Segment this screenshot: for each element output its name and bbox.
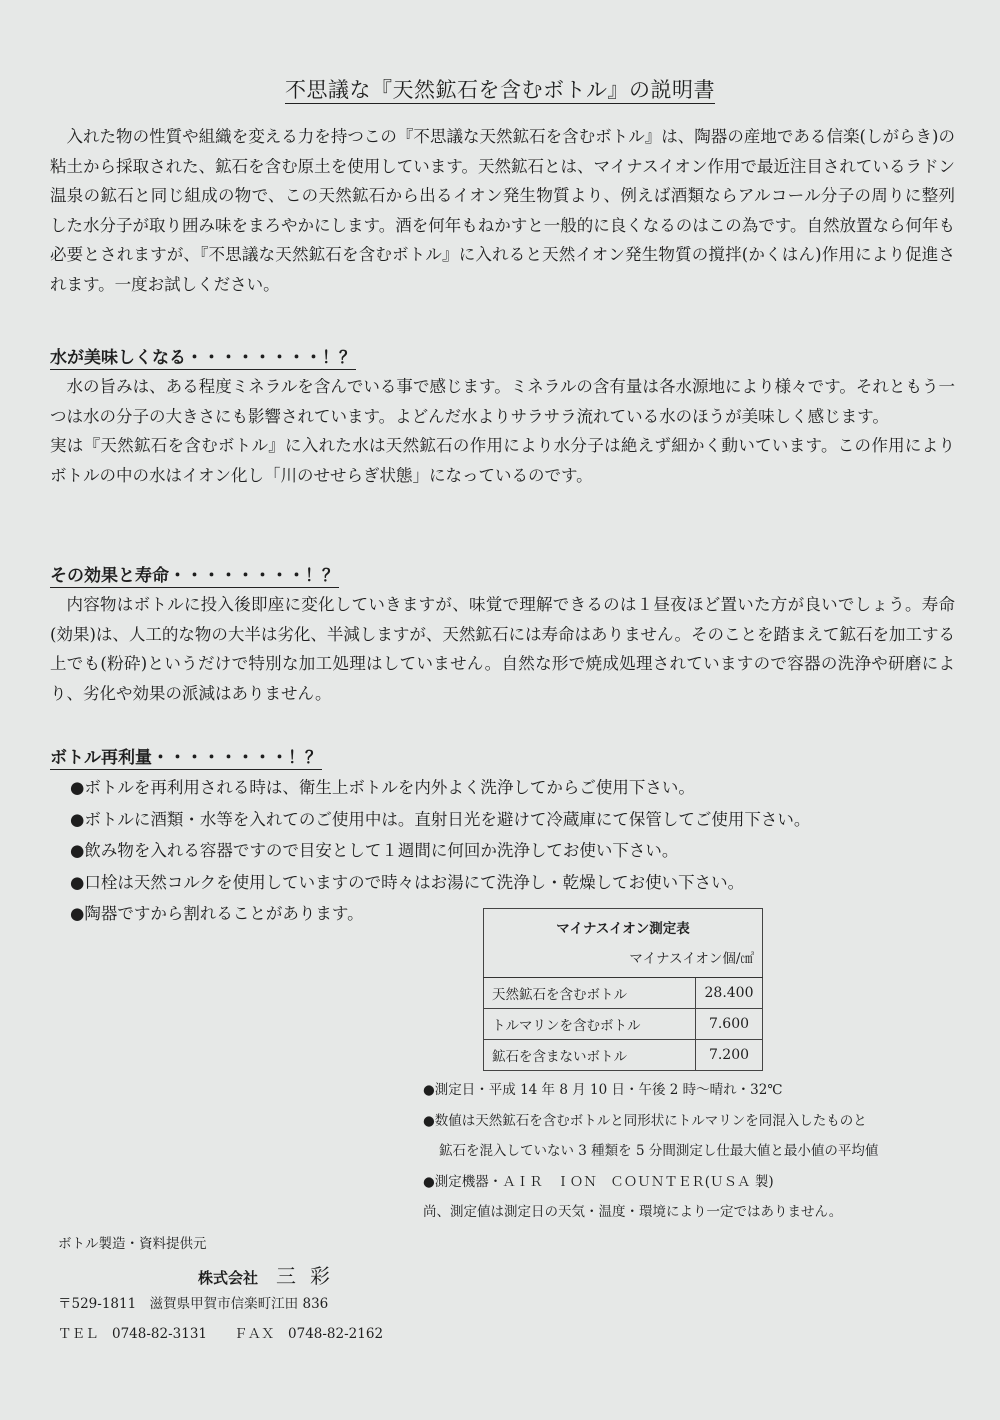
table-row — [484, 1040, 763, 1071]
section2-body: 内容物はボトルに投入後即座に変化していきますが、味覚で理解できるのは１昼夜ほど置いた方が良いでしょう。寿命(効果)は、人工的な物の大半は劣化、半減しますが、天然鉱石には寿命はありません。そのことを踏まえて鉱石を加工する上でも(粉砕)というだけで特別な加工処理はしていません。自然な形で焼成処理されていますので容器の洗浄や研磨により、劣化や効果の派減はありません。 — [50, 595, 955, 703]
company-phone: ＴＥＬ 0748-82-3131 ＦＡＸ 0748-82-2162 — [58, 1326, 384, 1342]
note-item: 尚、測定値は測定日の天気・温度・環境により一定ではありません。 — [423, 1204, 843, 1220]
note-item: ●数値は天然鉱石を含むボトルと同形状にトルマリンを同混入したものと — [423, 1112, 867, 1129]
section2-heading: その効果と寿命・・・・・・・・！？ — [50, 566, 339, 586]
row-value: 7.200 — [696, 1040, 763, 1071]
provider-label: ボトル製造・資料提供元 — [58, 1236, 207, 1252]
table-header — [484, 909, 763, 978]
section1-body: 水の旨みは、ある程度ミネラルを含んでいる事で感じます。ミネラルの含有量は各水源地により様々です。それともう一つは水の分子の大きさにも影響されています。よどんだ水よりサラサラ流れている水のほうが美味しく感じます。 実は『天然鉱石を含むボトル』に入れた水は天然鉱石の作用により水分子は絶えず細かく動いています。この作用によりボトルの中の水はイオン化し「川のせせらぎ状態」になっているのです。 — [50, 377, 955, 485]
row-value: 7.600 — [696, 1009, 763, 1040]
list-item: ●ボトルを再利用される時は、衛生上ボトルを内外よく洗浄してからご使用下さい。 — [70, 778, 695, 797]
note-item: ●測定機器・ＡＩＲ ＩＯＮ ＣＯＵＮＴＥＲ(ＵＳＡ 製) — [423, 1173, 774, 1190]
section1-heading: 水が美味しくなる・・・・・・・・！？ — [50, 348, 356, 368]
negative-ion-table — [483, 908, 763, 1071]
company-name: 株式会社 三彩 — [198, 1264, 345, 1288]
section3-heading: ボトル再利量・・・・・・・・！？ — [50, 748, 322, 768]
row-label: 天然鉱石を含むボトル — [484, 978, 696, 1009]
intro-paragraph: 入れた物の性質や組織を変える力を持つこの『不思議な天然鉱石を含むボトル』は、陶器の産地である信楽(しがらき)の粘土から採取された、鉱石を含む原土を使用しています。天然鉱石とは、マイナスイオン作用で最近注目されているラドン温泉の鉱石と同じ組成の物で、この天然鉱石から出るイオン発生物質より、例えば酒類ならアルコール分子の周りに整列した水分子が取り囲み味をまろやかにします。酒を何年もねかすと一般的に良くなるのはこの為です。自然放置なら何年も必要とされますが、『不思議な天然鉱石を含むボトル』に入れると天然イオン発生物質の撹拌(かくはん)作用により促進されます。一度お試しください。 — [50, 127, 955, 294]
measurement-notes — [423, 1075, 963, 1228]
list-item: ●口栓は天然コルクを使用していますので時々はお湯にて洗浄し・乾燥してお使い下さい。 — [70, 872, 745, 892]
list-item: ●ボトルに酒類・水等を入れてのご使用中は。直射日光を避けて冷蔵庫にて保管してご使用下さい。 — [70, 809, 811, 829]
reuse-bullet-list — [70, 772, 890, 930]
row-value: 28.400 — [696, 978, 763, 1009]
table-title: マイナスイオン測定表 — [556, 921, 690, 937]
list-item: ●陶器ですから割れることがあります。 — [70, 904, 364, 923]
table-row — [484, 1009, 763, 1040]
row-label: 鉱石を含まないボトル — [484, 1040, 696, 1071]
note-item: ●測定日・平成 14 年 8 月 10 日・午後 2 時〜晴れ・32℃ — [423, 1082, 783, 1098]
list-item: ●飲み物を入れる容器ですので目安として１週間に何回か洗浄してお使い下さい。 — [70, 841, 679, 860]
table-row — [484, 978, 763, 1009]
table-header-row — [484, 909, 763, 978]
row-label: トルマリンを含むボトル — [484, 1009, 696, 1040]
company-address: 〒529-1811 滋賀県甲賀市信楽町江田 836 — [58, 1296, 329, 1312]
table-unit: マイナスイオン個/㎤ — [629, 951, 754, 967]
document-title: 不思議な『天然鉱石を含むボトル』の説明書 — [285, 78, 715, 102]
note-item: 鉱石を混入していない 3 種類を 5 分間測定し仕最大値と最小値の平均値 — [439, 1143, 879, 1159]
